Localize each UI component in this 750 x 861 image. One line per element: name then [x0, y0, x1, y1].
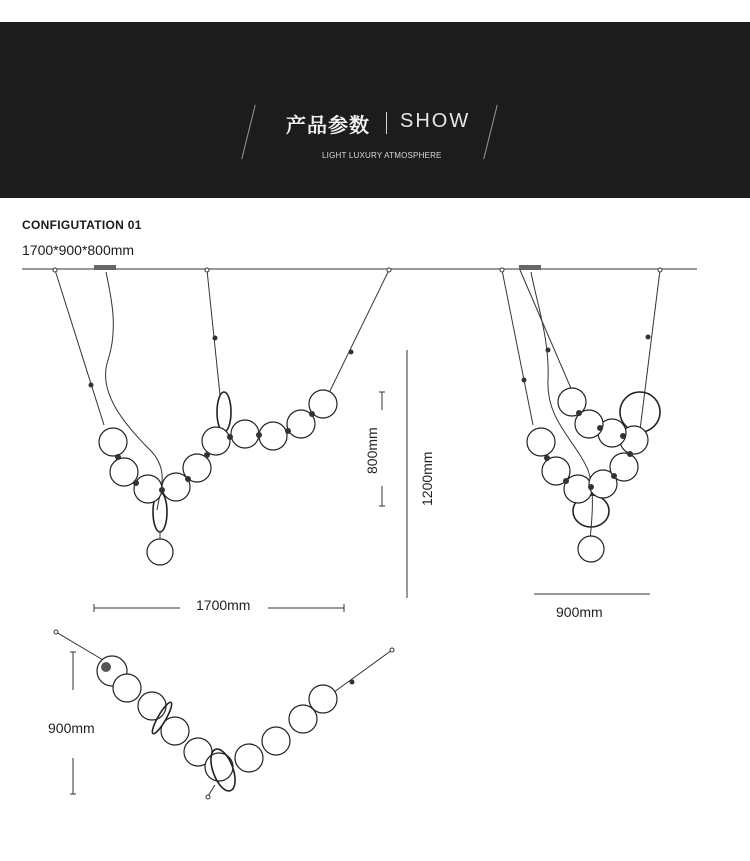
side-globe: [558, 388, 586, 416]
banner-title-cn: 产品参数: [286, 115, 370, 137]
canopy-right: [519, 265, 541, 270]
dim-drop-1200: 1200mm: [419, 451, 435, 506]
top-view: [48, 630, 394, 799]
top-globe: [235, 744, 263, 772]
dim-drop-800: 800mm: [364, 427, 380, 474]
side-view: [500, 268, 662, 620]
top-globe: [309, 685, 337, 713]
canopy-left: [94, 265, 116, 270]
top-globe: [205, 753, 233, 781]
dim-side-width: 900mm: [556, 604, 603, 620]
side-globe: [527, 428, 555, 456]
front-globe: [231, 420, 259, 448]
top-globe: [138, 692, 166, 720]
front-globe: [99, 428, 127, 456]
front-globe: [147, 539, 173, 565]
config-size: 1700*900*800mm: [22, 242, 135, 258]
top-globe: [262, 727, 290, 755]
dim-top-depth: 900mm: [48, 720, 95, 736]
front-view: [53, 268, 435, 613]
front-globe: [202, 427, 230, 455]
side-globe: [578, 536, 604, 562]
front-globe: [259, 422, 287, 450]
banner-title-en: SHOW: [400, 110, 471, 132]
dim-front-width: 1700mm: [196, 597, 251, 613]
config-title: CONFIGUTATION 01: [22, 218, 142, 232]
top-globe: [113, 674, 141, 702]
front-globe: [134, 475, 162, 503]
front-ring-top: [217, 392, 231, 432]
banner-subtitle: LIGHT LUXURY ATMOSPHERE: [322, 151, 442, 160]
